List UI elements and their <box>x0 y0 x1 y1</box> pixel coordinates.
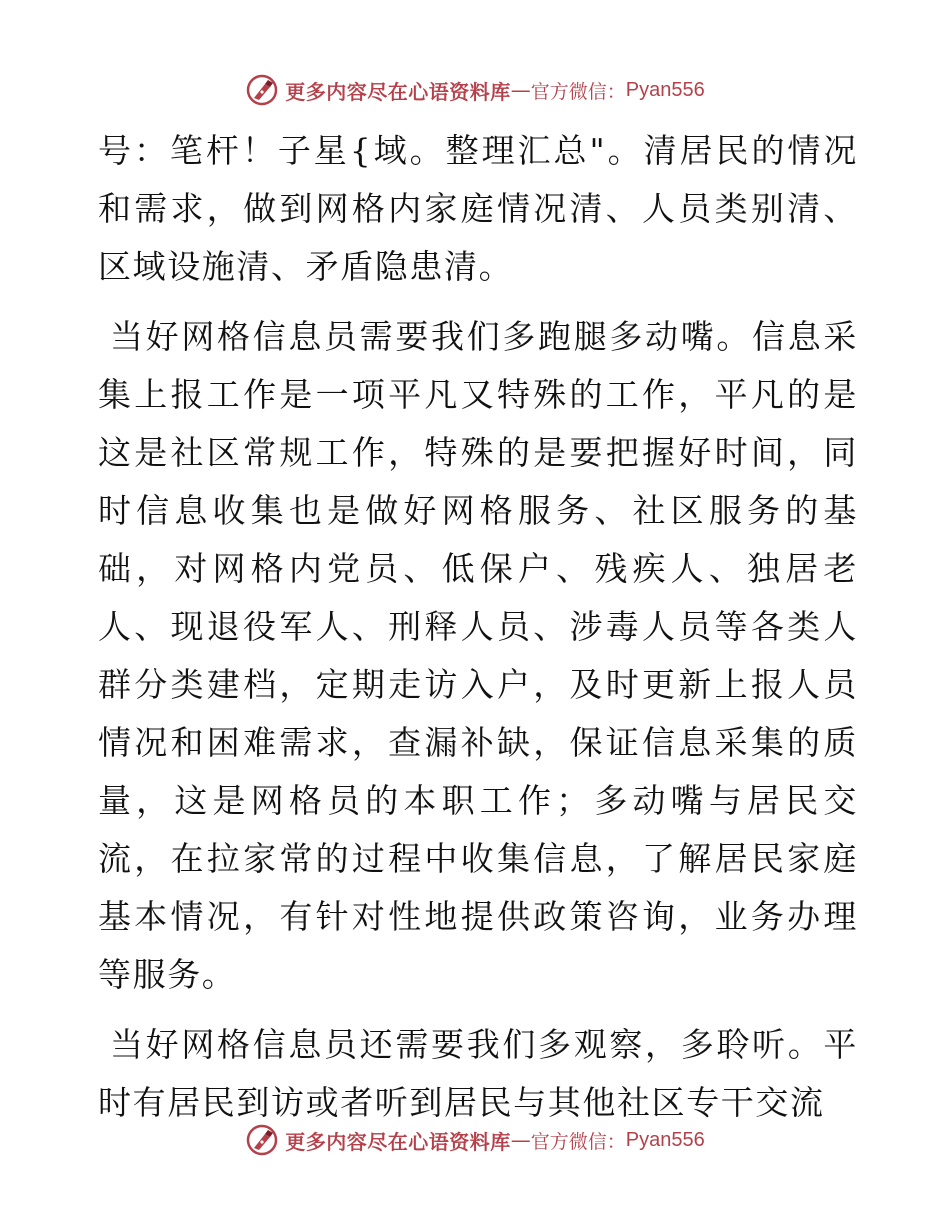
paragraph-3: 当好网格信息员还需要我们多观察，多聆听。平时有居民到访或者听到居民与其他社区专干交流 <box>98 1025 858 1122</box>
paragraph-1: 号：笔杆！子星{域。整理汇总"。清居民的情况和需求，做到网格内家庭情况清、人员类别清、区域设施清、矛盾隐患清。 <box>98 131 858 286</box>
footer-separator: — <box>510 1128 531 1152</box>
document-body <box>98 122 858 1132</box>
header-official-label: 官方微信： <box>530 80 626 103</box>
header-banner <box>0 70 950 110</box>
pen-nib-logo-icon <box>245 1123 279 1157</box>
paragraph-2: 当好网格信息员需要我们多跑腿多动嘴。信息采集上报工作是一项平凡又特殊的工作，平凡的是这是社区常规工作，特殊的是要把握好时间，同时信息收集也是做好网格服务、社区服务的基础，对网格内党员、低保户、残疾人、独居老人、现退役军人、刑释人员、涉毒人员等各类人群分类建档，定期走访入户，及时更新上报人员情况和困难需求，查漏补缺，保证信息采集的质量，这是网格员的本职工作；多动嘴与居民交流，在拉家常的过程中收集信息，了解居民家庭基本情况，有针对性地提供政策咨询，业务办理等服务。 <box>98 317 858 994</box>
pen-nib-logo-icon <box>245 73 279 107</box>
footer-official-label: 官方微信： <box>530 1130 626 1153</box>
footer-brand-text: 更多内容尽在心语资料库 <box>285 1129 511 1154</box>
header-separator: — <box>510 78 531 102</box>
footer-wechat-handle: Pyan556 <box>625 1128 705 1151</box>
footer-banner <box>0 1120 950 1160</box>
header-wechat-handle: Pyan556 <box>625 78 705 101</box>
header-brand-text: 更多内容尽在心语资料库 <box>285 79 511 104</box>
